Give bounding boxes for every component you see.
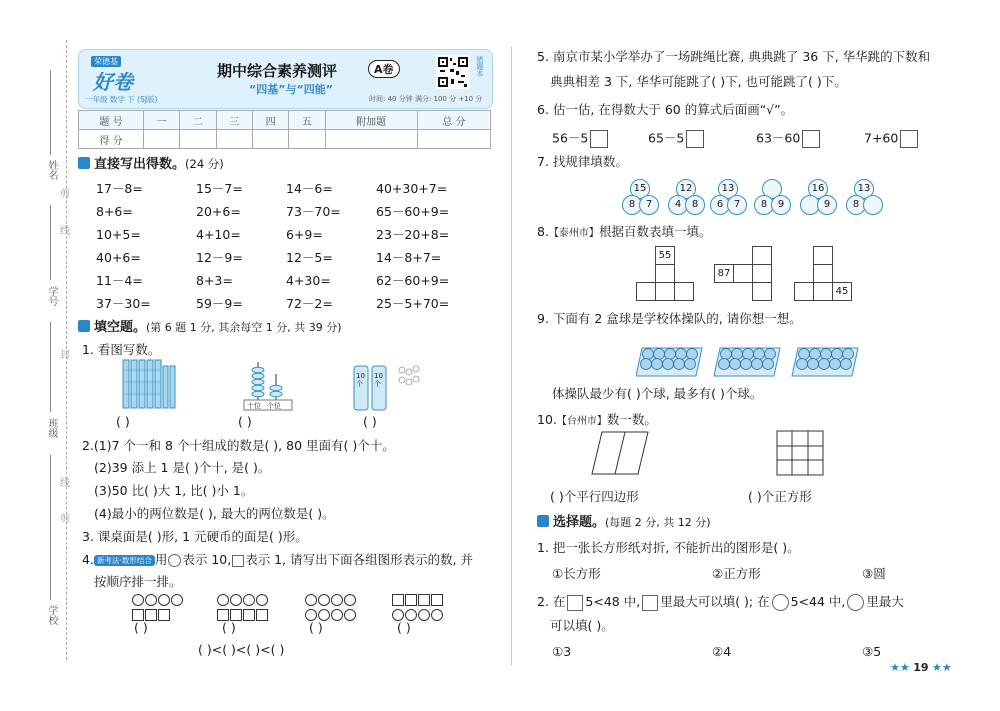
page-divider bbox=[511, 46, 512, 666]
circle-icon bbox=[171, 594, 183, 606]
q7-left-circle: 6 bbox=[710, 195, 730, 215]
q4-text-b: 表示 10, bbox=[182, 552, 232, 567]
star-icon: ★★ bbox=[890, 661, 910, 674]
side-cut-mark-1: 剪 bbox=[60, 189, 70, 200]
calc-problem[interactable]: 4+10= bbox=[196, 227, 241, 242]
section1-title: 直接写出得数。 bbox=[94, 157, 186, 172]
circle-icon bbox=[772, 594, 789, 611]
q1-bundles-image bbox=[352, 362, 442, 412]
score-cell: 得 分 bbox=[79, 130, 144, 149]
c2-part4: 5<44 中, bbox=[790, 594, 846, 609]
circle-icon bbox=[145, 594, 157, 606]
score-table-score-row bbox=[79, 130, 491, 149]
q8-body: 根据百数表填一填。 bbox=[598, 224, 712, 239]
bundle-label-2: 10 个 bbox=[374, 372, 383, 388]
circle-icon bbox=[318, 594, 330, 606]
score-cell: 三 bbox=[216, 111, 252, 130]
q9-ball-boxes-image bbox=[636, 336, 896, 378]
c1-text: 1. 把一张长方形纸对折, 不能折出的图形是( )。 bbox=[537, 540, 800, 555]
q7-right-circle: 9 bbox=[817, 195, 837, 215]
q7-right-circle: 8 bbox=[685, 195, 705, 215]
section-marker-icon bbox=[78, 157, 90, 169]
q8-cell[interactable] bbox=[655, 282, 675, 301]
q1-answer-blank-2[interactable]: ( ) bbox=[238, 414, 252, 429]
q4-text-a: 用 bbox=[154, 552, 168, 567]
c2-text-line2: 可以填( )。 bbox=[550, 618, 614, 633]
q2-part3: (3)50 比( )大 1, 比( )小 1。 bbox=[94, 483, 254, 498]
q7-right-circle[interactable] bbox=[863, 195, 883, 215]
calc-problem[interactable]: 6+9= bbox=[286, 227, 323, 242]
circle-icon bbox=[132, 594, 144, 606]
c2-part5: 里最大 bbox=[866, 594, 904, 609]
q2-part2: (2)39 添上 1 是( )个十, 是( )。 bbox=[94, 460, 271, 475]
circle-icon bbox=[305, 594, 317, 606]
side-inside-mark: 线 bbox=[60, 478, 70, 489]
calc-problem[interactable]: 12－5= bbox=[286, 250, 333, 265]
calc-problem[interactable]: 11－4= bbox=[96, 273, 143, 288]
c1-option-1[interactable]: ①长方形 bbox=[552, 566, 601, 581]
q8-cell[interactable] bbox=[674, 282, 694, 301]
q10-tag: 【台州市】 bbox=[556, 416, 607, 427]
q7-left-circle: 8 bbox=[754, 195, 774, 215]
circle-icon bbox=[168, 554, 181, 567]
calc-problem[interactable]: 4+30= bbox=[286, 273, 331, 288]
circle-icon bbox=[431, 609, 443, 621]
calc-problem[interactable]: 59－9= bbox=[196, 296, 243, 311]
q7-top-circle: 13 bbox=[718, 179, 738, 199]
q4-tag: 新考法·数形结合 bbox=[94, 555, 155, 566]
score-input-cell[interactable] bbox=[289, 130, 325, 149]
square-icon bbox=[392, 594, 404, 606]
circle-icon bbox=[256, 594, 268, 606]
q1-answer-blank-1[interactable]: ( ) bbox=[116, 414, 130, 429]
c2-part3: 里最大可以填( ); 在 bbox=[660, 594, 770, 609]
brand-logo: 好卷 bbox=[93, 70, 133, 94]
calc-problem[interactable]: 23－20+8= bbox=[376, 227, 450, 242]
square-icon bbox=[232, 555, 244, 567]
q6-expression: 63－60 bbox=[756, 130, 801, 146]
score-cell: 二 bbox=[180, 111, 216, 130]
q10-answer-b[interactable]: ( )个正方形 bbox=[748, 489, 812, 504]
square-icon bbox=[158, 609, 170, 621]
q5-line1: 5. 南京市某小学举办了一场跳绳比赛, 典典跳了 36 下, 华华跳的下数和 bbox=[537, 49, 931, 64]
q1-answer-blank-3[interactable]: ( ) bbox=[363, 414, 377, 429]
version-badge: A卷 bbox=[368, 60, 400, 78]
circle-icon bbox=[344, 594, 356, 606]
square-icon bbox=[243, 609, 255, 621]
section2-title: 填空题。 bbox=[94, 320, 147, 335]
calc-problem[interactable]: 17－8= bbox=[96, 181, 143, 196]
circle-icon bbox=[344, 609, 356, 621]
q8-cell[interactable] bbox=[655, 264, 675, 283]
score-cell: 一 bbox=[144, 111, 180, 130]
q10-body: 数一数。 bbox=[606, 412, 657, 427]
q2-part1: 2.(1)7 个一和 8 个十组成的数是( ), 80 里面有( )个十。 bbox=[82, 438, 395, 453]
score-input-cell[interactable] bbox=[216, 130, 252, 149]
section-marker-icon bbox=[537, 515, 549, 527]
calc-problem[interactable]: 40+6= bbox=[96, 250, 141, 265]
side-school-label: 学校 bbox=[46, 605, 57, 625]
calc-problem[interactable]: 14－6= bbox=[286, 181, 333, 196]
calc-problem[interactable]: 8+6= bbox=[96, 204, 133, 219]
q8-cell[interactable] bbox=[636, 282, 656, 301]
circle-icon bbox=[331, 594, 343, 606]
qr-code bbox=[436, 55, 470, 89]
circle-icon bbox=[158, 594, 170, 606]
calc-problem[interactable]: 20+6= bbox=[196, 204, 241, 219]
brand-top: 荣德基 bbox=[91, 56, 121, 67]
c1-option-3[interactable]: ③圆 bbox=[862, 566, 886, 581]
square-icon bbox=[642, 595, 658, 611]
q8-cell[interactable] bbox=[752, 264, 772, 283]
side-name-label: 姓名 bbox=[46, 160, 57, 180]
q5-line2: 典典相差 3 下, 华华可能跳了( )下, 也可能跳了( )下。 bbox=[550, 74, 847, 89]
q6-expression: 7+60 bbox=[864, 130, 899, 146]
q10-parallelogram-figure bbox=[590, 430, 650, 476]
q4-number: 4. bbox=[82, 552, 94, 567]
calc-problem[interactable]: 15－7= bbox=[196, 181, 243, 196]
q8-cell[interactable] bbox=[813, 264, 833, 283]
square-icon bbox=[256, 609, 268, 621]
score-input-cell[interactable] bbox=[325, 130, 417, 149]
circle-icon bbox=[418, 609, 430, 621]
c2-part1: 2. 在 bbox=[537, 594, 566, 609]
q4-blank-4[interactable]: ( ) bbox=[397, 620, 411, 635]
q8-cell[interactable] bbox=[733, 264, 753, 283]
q4-text-line2: 按顺序排一排。 bbox=[94, 574, 182, 589]
q7-left-circle: 8 bbox=[846, 195, 866, 215]
abacus-tens-label: 十位 bbox=[247, 402, 261, 410]
q7-left-circle: 8 bbox=[622, 195, 642, 215]
q10-answer-a[interactable]: ( )个平行四边形 bbox=[550, 489, 639, 504]
q10-square-figure bbox=[776, 430, 824, 476]
section3-title: 选择题。 bbox=[553, 515, 606, 530]
q8-cell[interactable] bbox=[752, 246, 772, 265]
c2-option-3[interactable]: ③5 bbox=[862, 644, 882, 659]
page-title: 期中综合素养测评 bbox=[217, 62, 338, 80]
q6-check-box[interactable] bbox=[686, 130, 704, 148]
section3-heading bbox=[537, 515, 711, 531]
q8-text bbox=[537, 224, 711, 242]
calc-problem[interactable]: 37－30= bbox=[96, 296, 151, 311]
bundle-label-1: 10 个 bbox=[356, 372, 365, 388]
score-table-header-row bbox=[79, 111, 491, 130]
calc-problem[interactable]: 40+30+7= bbox=[376, 181, 448, 196]
exam-meta: 时间: 40 分钟 满分: 100 分 +10 分 bbox=[369, 95, 483, 103]
page-subtitle: “四基”与“四能” bbox=[249, 83, 333, 96]
score-cell: 五 bbox=[289, 111, 325, 130]
side-class-line bbox=[50, 322, 51, 412]
c2-text bbox=[537, 594, 904, 611]
q6-expression: 65－5 bbox=[648, 130, 685, 146]
side-seal-mark: 封 bbox=[60, 350, 70, 361]
q8-number: 8. bbox=[537, 224, 549, 239]
calc-problem[interactable]: 8+3= bbox=[196, 273, 233, 288]
q9-answer[interactable]: 体操队最少有( )个球, 最多有( )个球。 bbox=[552, 386, 763, 401]
q7-right-circle: 9 bbox=[771, 195, 791, 215]
q4-blank-2[interactable]: ( ) bbox=[222, 620, 236, 635]
q4-order-line[interactable]: ( )<( )<( )<( ) bbox=[198, 642, 285, 657]
side-class-label: 班级 bbox=[46, 418, 57, 438]
q6-expression: 56－5 bbox=[552, 130, 589, 146]
q2-part4: (4)最小的两位数是( ), 最大的两位数是( )。 bbox=[94, 506, 335, 521]
calc-problem[interactable]: 12－9= bbox=[196, 250, 243, 265]
circle-icon bbox=[243, 594, 255, 606]
score-cell: 总 分 bbox=[417, 111, 490, 130]
q4-blank-3[interactable]: ( ) bbox=[309, 620, 323, 635]
q8-tag: 【泰州市】 bbox=[548, 228, 599, 239]
q8-cell-value: 55 bbox=[655, 246, 675, 265]
section2-heading bbox=[78, 320, 342, 336]
calc-problem[interactable]: 73－70= bbox=[286, 204, 341, 219]
q3-text: 3. 课桌面是( )形, 1 元硬币的面是( )形。 bbox=[82, 529, 308, 544]
q8-cell-value: 87 bbox=[714, 264, 734, 283]
page-number-value: 19 bbox=[913, 661, 929, 674]
circle-icon bbox=[217, 594, 229, 606]
q7-top-circle: 12 bbox=[676, 179, 696, 199]
q7-top-circle: 15 bbox=[630, 179, 650, 199]
q8-cell[interactable] bbox=[794, 282, 814, 301]
q8-cell-value: 45 bbox=[832, 282, 852, 301]
q6-text: 6. 估一估, 在得数大于 60 的算式后面画“√”。 bbox=[537, 102, 794, 117]
c1-option-2[interactable]: ②正方形 bbox=[712, 566, 761, 581]
calc-problem[interactable]: 25－5+70= bbox=[376, 296, 450, 311]
calc-problem[interactable]: 10+5= bbox=[96, 227, 141, 242]
calc-problem[interactable]: 72－2= bbox=[286, 296, 333, 311]
calc-problem[interactable]: 14－8+7= bbox=[376, 250, 442, 265]
q7-left-circle: 4 bbox=[668, 195, 688, 215]
qr-code-icon bbox=[436, 55, 470, 89]
circle-icon bbox=[847, 594, 864, 611]
brand-grade: 一年级 数学 下 (SJ版) bbox=[85, 95, 158, 104]
q6-check-box[interactable] bbox=[590, 130, 608, 148]
q7-right-circle: 7 bbox=[727, 195, 747, 215]
q6-item-4 bbox=[864, 130, 918, 148]
side-number-label: 学号 bbox=[46, 286, 57, 306]
q6-item-2 bbox=[648, 130, 704, 148]
score-cell: 附加题 bbox=[325, 111, 417, 130]
square-icon bbox=[418, 594, 430, 606]
section2-points: (第 6 题 1 分, 其余每空 1 分, 共 39 分) bbox=[146, 321, 342, 334]
q4-blank-1[interactable]: ( ) bbox=[134, 620, 148, 635]
q6-check-box[interactable] bbox=[900, 130, 918, 148]
q7-top-circle: 16 bbox=[808, 179, 828, 199]
c2-part2: 5<48 中, bbox=[585, 594, 641, 609]
q1-text: 1. 看图写数。 bbox=[82, 342, 161, 357]
q6-check-box[interactable] bbox=[802, 130, 820, 148]
abacus-ones-label: 个位 bbox=[267, 402, 281, 410]
square-icon bbox=[567, 595, 583, 611]
c2-option-2[interactable]: ②4 bbox=[712, 644, 732, 659]
header-banner bbox=[78, 49, 493, 109]
score-table bbox=[78, 110, 491, 149]
score-input-cell[interactable] bbox=[252, 130, 288, 149]
q7-right-circle: 7 bbox=[639, 195, 659, 215]
score-input-cell[interactable] bbox=[144, 130, 180, 149]
side-school-line bbox=[50, 455, 51, 600]
q4-text-c: 表示 1, 请写出下面各组图形表示的数, 并 bbox=[245, 552, 474, 567]
q9-text: 9. 下面有 2 盒球是学校体操队的, 请你想一想。 bbox=[537, 311, 802, 326]
q8-cell[interactable] bbox=[813, 246, 833, 265]
q10-text bbox=[537, 412, 657, 430]
section-marker-icon bbox=[78, 320, 90, 332]
square-icon bbox=[405, 594, 417, 606]
circle-icon bbox=[331, 609, 343, 621]
qr-label: 错题本 bbox=[476, 56, 484, 77]
section1-points: (24 分) bbox=[185, 157, 224, 171]
q7-text: 7. 找规律填数。 bbox=[537, 154, 628, 169]
side-cut-mark-2: 剪 bbox=[60, 514, 70, 525]
score-input-cell[interactable] bbox=[180, 130, 216, 149]
square-icon bbox=[431, 594, 443, 606]
score-cell: 四 bbox=[252, 111, 288, 130]
q8-cell[interactable] bbox=[813, 282, 833, 301]
score-cell: 题 号 bbox=[79, 111, 144, 130]
q6-item-1 bbox=[552, 130, 608, 148]
q6-item-3 bbox=[756, 130, 820, 148]
calc-problem[interactable]: 62－60+9= bbox=[376, 273, 450, 288]
section3-points: (每题 2 分, 共 12 分) bbox=[605, 516, 711, 529]
score-input-cell[interactable] bbox=[417, 130, 490, 149]
side-name-line bbox=[50, 70, 51, 155]
star-icon: ★★ bbox=[932, 661, 952, 674]
section1-heading bbox=[78, 156, 224, 173]
q10-number: 10. bbox=[537, 412, 557, 427]
c2-option-1[interactable]: ①3 bbox=[552, 644, 572, 659]
circle-icon bbox=[230, 594, 242, 606]
q4-text bbox=[82, 552, 473, 569]
q8-cell[interactable] bbox=[752, 282, 772, 301]
side-line-mark: 线 bbox=[60, 226, 70, 237]
page-number bbox=[890, 660, 952, 676]
q1-sticks-image bbox=[120, 358, 180, 413]
calc-problem[interactable]: 65－60+9= bbox=[376, 204, 450, 219]
side-number-line bbox=[50, 205, 51, 280]
q7-top-circle: 13 bbox=[854, 179, 874, 199]
